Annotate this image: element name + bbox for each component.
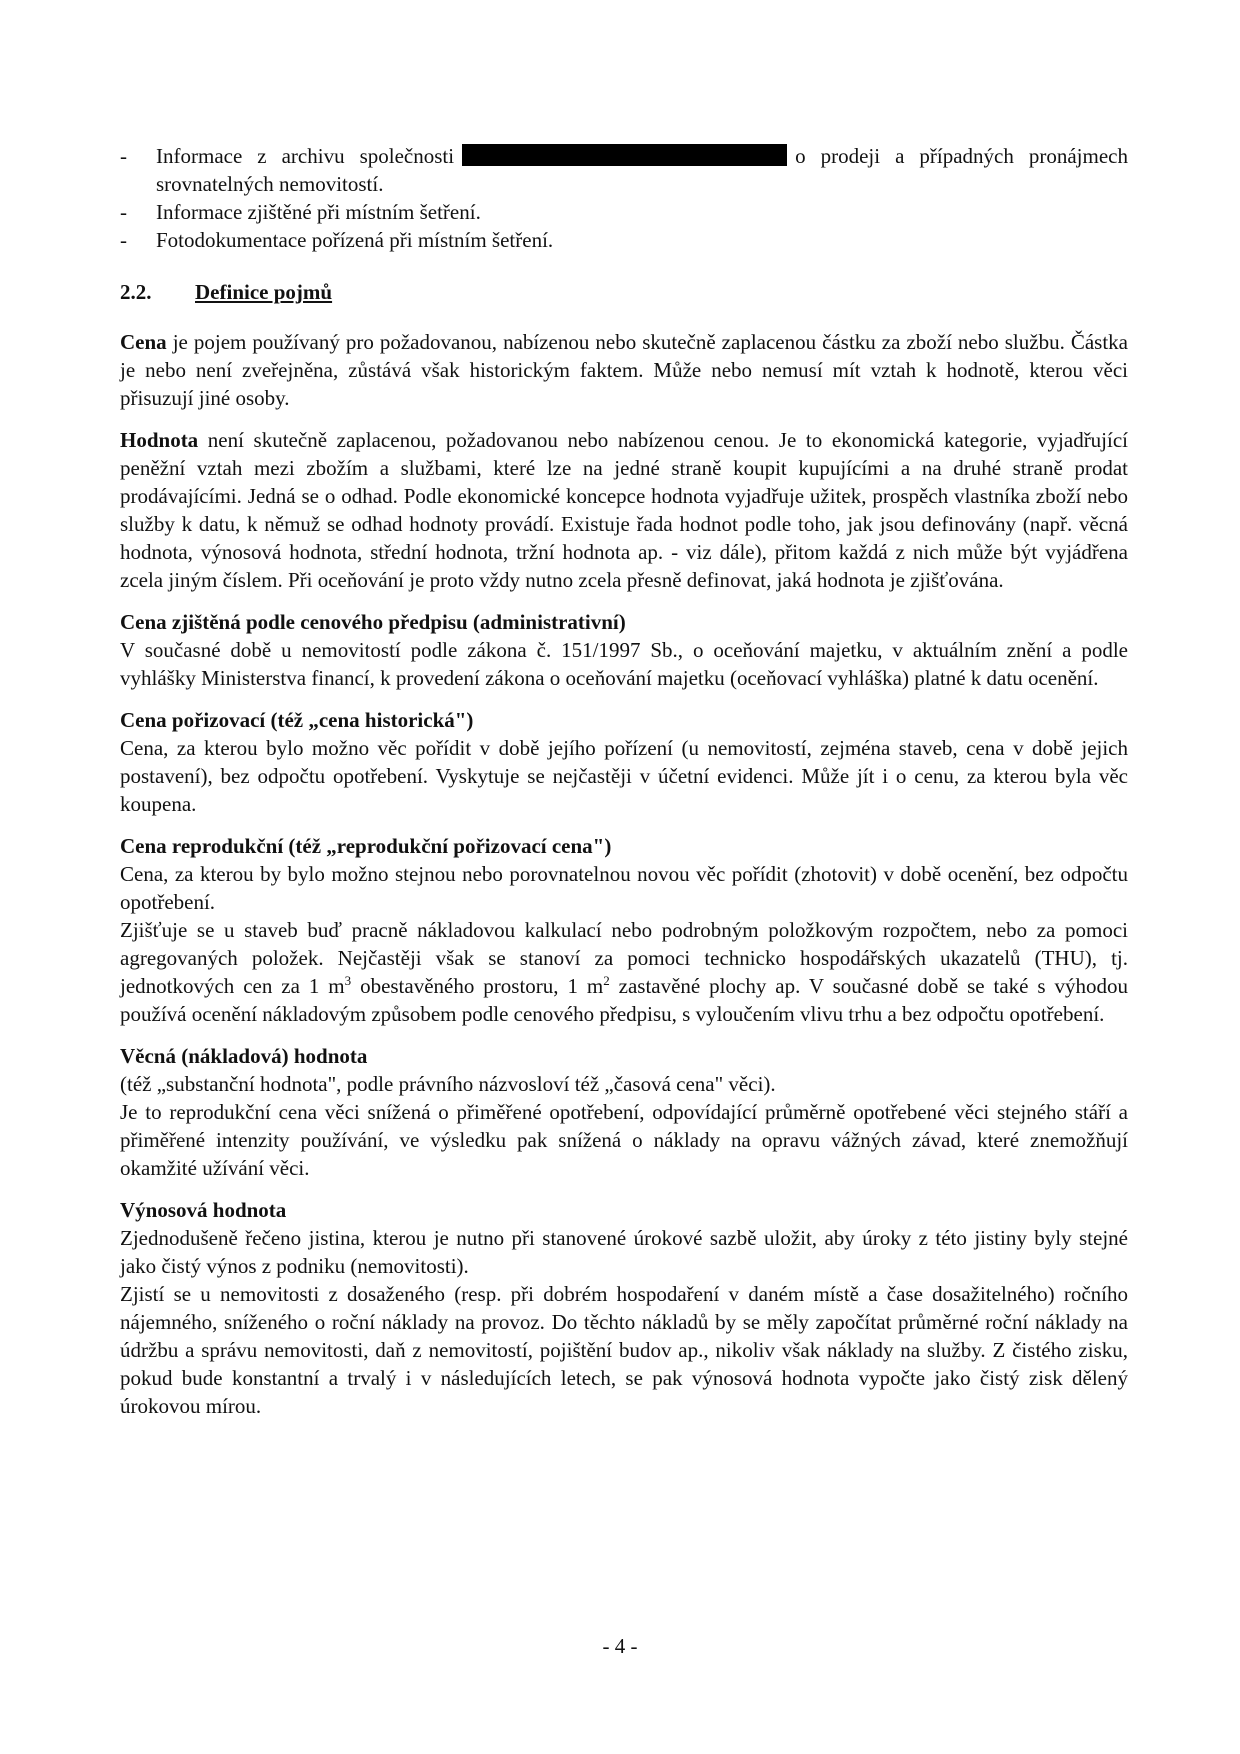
definition-hodnota-text: není skutečně zaplacenou, požadovanou nebo nabízenou cenou. Je to ekonomická kategorie, vyjadřující peněžní vztah mezi zbožím a službami, které lze na jedné straně koupit kupujícími a na druhé straně prodat prodávajícími. Jedná se o odhad. Podle ekonomické koncepce hodnota vyjadřuje užitek, prospěch vlastníka zboží nebo služby k datu, k němuž se odhad hodnoty provádí. Existuje řada hodnot podle toho, jak jsou definovány (např. věcná hodnota, výnosová hodnota, střední hodnota, tržní hodnota ap. - viz dále), přitom každá z nich může být vyjádřena zcela jiným číslem. Při oceňování je proto vždy nutno zcela přesně definovat, jaká hodnota je zjišťována.: [120, 428, 1129, 592]
section-title: Definice pojmů: [195, 280, 333, 304]
definition-body: Zjistí se u nemovitosti z dosaženého (resp. při dobrém hospodaření v daném místě a čase dosažitelného) ročního nájemného, sníženého o roční náklady na provoz. Do těchto nákladů by se měly započítat průměrné roční náklady na údržbu a správu nemovitosti, daň z nemovitostí, pojištění budov ap., nikoliv však náklady na služby. Z čistého zisku, pokud bude konstantní a trvalý i v následujících letech, se pak výnosová hodnota vypočte jako čistý zisk dělený úrokovou mírou.: [120, 1282, 1128, 1418]
definition-body: Je to reprodukční cena věci snížená o přiměřené opotřebení, odpovídající průměrně opotřebené věci stejného stáří a přiměřené intenzity používání, ve výsledku pak snížená o náklady na opravu vážných závad, které znemožňují okamžité užívání věci.: [120, 1100, 1128, 1180]
definition-body: Zjednodušeně řečeno jistina, kterou je nutno při stanovené úrokové sazbě uložit, aby úroky z této jistiny byly stejné jako čistý výnos z podniku (nemovitosti).: [120, 1226, 1128, 1278]
source-item-archive: [120, 142, 1128, 198]
term-hodnota: Hodnota: [120, 428, 199, 452]
source-item-survey: - Informace zjištěné při místním šetření.: [120, 198, 1128, 226]
definition-hodnota: [120, 426, 1128, 594]
section-number: 2.2.: [120, 280, 152, 304]
definition-cena-zjistena: [120, 608, 1128, 692]
term-cena: Cena: [120, 330, 167, 354]
superscript-cubic: 3: [344, 973, 352, 988]
definition-cena-reprodukcni: [120, 832, 1128, 1028]
definition-heading: Cena zjištěná podle cenového předpisu (administrativní): [120, 610, 626, 634]
definition-body: Cena, za kterou bylo možno věc pořídit v době jejího pořízení (u nemovitostí, zejména staveb, cena v době jejich postavení), bez odpočtu opotřebení. Vyskytuje se nejčastěji v účetní evidenci. Může jít i o cenu, za kterou byla věc koupena.: [120, 736, 1128, 816]
definition-heading: Cena pořizovací (též „cena historická"): [120, 708, 474, 732]
definition-cena-porizovaci: [120, 706, 1128, 818]
definition-body: V současné době u nemovitostí podle zákona č. 151/1997 Sb., o oceňování majetku, v aktuálním znění a podle vyhlášky Ministerstva financí, k provedení zákona o oceňování majetku (oceňovací vyhláška) platné k datu ocenění.: [120, 638, 1128, 690]
source-item-archive-text-after: o prodeji a případných pronájmech srovnatelných nemovitostí.: [156, 144, 1128, 196]
definition-heading: Cena reprodukční (též „reprodukční pořizovací cena"): [120, 834, 612, 858]
page-number: - 4 -: [602, 1634, 638, 1658]
definition-body: Cena, za kterou by bylo možno stejnou nebo porovnatelnou novou věc pořídit (zhotovit) v době ocenění, bez odpočtu opotřebení.: [120, 862, 1128, 914]
redaction-bar: [462, 144, 787, 166]
thu-text-a: Zjišťuje se u staveb buď pracně nákladovou kalkulací nebo podrobným položkovým rozpočtem, nebo za pomoci agregovaných položek. Nejčastěji však se stanoví za pomoci technicko hospodářských ukazatelů (THU), tj. jednotkových cen za 1 m: [120, 918, 1128, 998]
superscript-square: 2: [603, 973, 610, 988]
definition-heading: Výnosová hodnota: [120, 1198, 287, 1222]
definition-vynosova-hodnota: [120, 1196, 1128, 1420]
definition-body: (též „substanční hodnota", podle právního názvosloví též „časová cena" věci).: [120, 1072, 776, 1096]
definition-heading: Věcná (nákladová) hodnota: [120, 1044, 368, 1068]
source-list: [120, 142, 1128, 254]
definition-cena-text: je pojem používaný pro požadovanou, nabízenou nebo skutečně zaplacenou částku za zboží nebo službu. Částka je nebo není zveřejněna, zůstává však historickým faktem. Může nebo nemusí mít vztah k hodnotě, kterou věci přisuzují jiné osoby.: [120, 330, 1129, 410]
source-item-archive-text-before: Informace z archivu společnosti: [156, 144, 455, 168]
thu-text-c: zastavěné plochy ap. V současné době se také s výhodou používá ocenění nákladovým způsobem podle cenového předpisu, s vyloučením vlivu trhu a bez odpočtu opotřebení.: [120, 974, 1128, 1026]
definition-vecna-hodnota: [120, 1042, 1128, 1182]
thu-text-b: obestavěného prostoru, 1 m: [351, 974, 604, 998]
source-item-photos: - Fotodokumentace pořízená při místním šetření.: [120, 226, 1128, 254]
section-heading: [120, 278, 1128, 306]
definition-body-thu: [120, 916, 1128, 1028]
definition-cena: [120, 328, 1128, 412]
